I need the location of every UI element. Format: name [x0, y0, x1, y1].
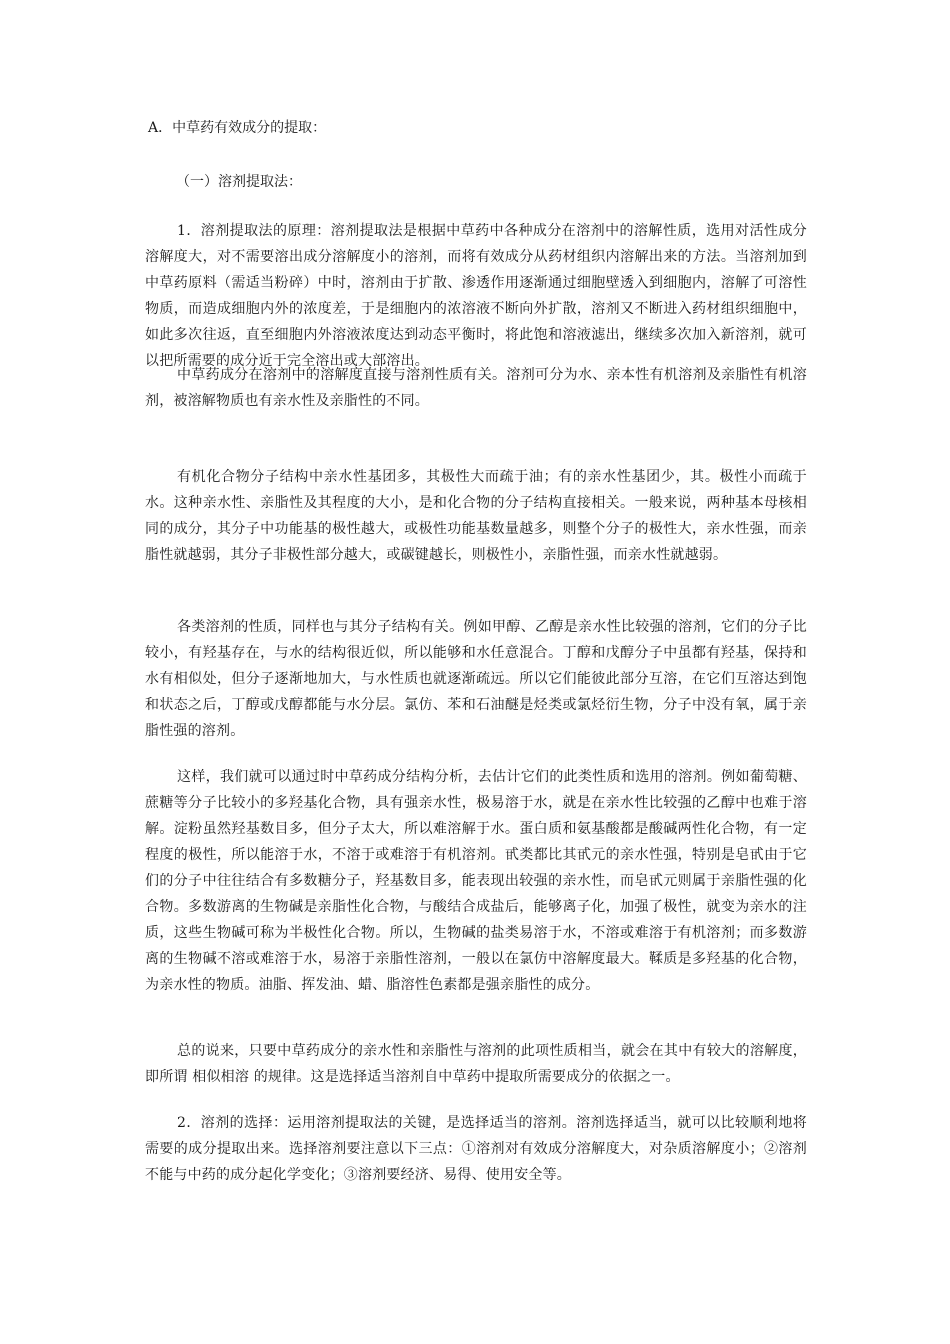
paragraph-solvent-properties: 各类溶剂的性质，同样也与其分子结构有关。例如甲醇、乙醇是亲水性比较强的溶剂，它们的分子比较小，有羟基存在，与水的结构很近似，所以能够和水任意混合。丁醇和戊醇分子中虽都有羟基，保持和水有相似处，但分子逐渐地加大，与水性质也就逐渐疏远。所以它们能彼此部分互溶，在它们互溶达到饱和状态之后，丁醇或戊醇都能与水分层。氯仿、苯和石油醚是烃类或氯烃衍生物，分子中没有氧，属于亲脂性强的溶剂。 [145, 619, 807, 739]
paragraph-solvent-selection: 2．溶剂的选择：运用溶剂提取法的关键，是选择适当的溶剂。溶剂选择适当，就可以比较顺利地将需要的成分提取出来。选择溶剂要注意以下三点：①溶剂对有效成分溶解度大，对杂质溶解度小；②溶剂不能与中药的成分起化学变化；③溶剂要经济、易得、使用安全等。 [145, 1115, 807, 1183]
paragraph-solubility-solvent: 中草药成分在溶剂中的溶解度直接与溶剂性质有关。溶剂可分为水、亲本性有机溶剂及亲脂性有机溶剂，被溶解物质也有亲水性及亲脂性的不同。 [145, 367, 807, 409]
paragraph-extraction-principle: 1．溶剂提取法的原理：溶剂提取法是根据中草药中各种成分在溶剂中的溶解性质，选用对活性成分溶解度大，对不需要溶出成分溶解度小的溶剂，而将有效成分从药材组织内溶解出来的方法。当溶剂加到中草药原料（需适当粉碎）中时，溶剂由于扩散、渗透作用逐渐通过细胞壁透入到细胞内，溶解了可溶性物质，而造成细胞内外的浓度差，于是细胞内的浓溶液不断向外扩散，溶剂又不断进入药材组织细胞中，如此多次往返，直至细胞内外溶液浓度达到动态平衡时，将此饱和溶液滤出，继续多次加入新溶剂，就可以把所需要的成分近于完全溶出或大部溶出。 [145, 223, 807, 369]
paragraph-hydrophilic-lipophilic: 有机化合物分子结构中亲水性基团多，其极性大而疏于油；有的亲水性基团少，其。极性小而疏于水。这种亲水性、亲脂性及其程度的大小，是和化合物的分子结构直接相关。一般来说，两种基本母核相同的成分，其分子中功能基的极性越大，或极性功能基数量越多，则整个分子的极性大，亲水性强，而亲脂性就越弱，其分子非极性部分越大，或碳键越长，则极性小，亲脂性强，而亲水性就越弱。 [145, 469, 807, 563]
paragraph-structure-analysis: 这样，我们就可以通过时中草药成分结构分析，去估计它们的此类性质和选用的溶剂。例如葡萄糖、蔗糖等分子比较小的多羟基化合物，具有强亲水性，极易溶于水，就是在亲水性比较强的乙醇中也难于溶解。淀粉虽然羟基数目多，但分子太大，所以难溶解于水。蛋白质和氨基酸都是酸碱两性化合物，有一定程度的极性，所以能溶于水，不溶于或难溶于有机溶剂。甙类都比其甙元的亲水性强，特别是皂甙由于它们的分子中往往结合有多数糖分子，羟基数目多，能表现出较强的亲水性，而皂甙元则属于亲脂性强的化合物。多数游离的生物碱是亲脂性化合物，与酸结合成盐后，能够离子化，加强了极性，就变为亲水的注质，这些生物碱可称为半极性化合物。所以，生物碱的盐类易溶于水，不溶或难溶于有机溶剂；而多数游离的生物碱不溶或难溶于水，易溶于亲脂性溶剂，一般以在氯仿中溶解度最大。鞣质是多羟基的化合物，为亲水性的物质。油脂、挥发油、蜡、脂溶性色素都是强亲脂性的成分。 [145, 769, 807, 993]
section-heading-a: A．中草药有效成分的提取： [148, 120, 327, 136]
subsection-heading-solvent-extraction: （一）溶剂提取法： [176, 174, 302, 190]
paragraph-like-dissolves-like: 总的说来，只要中草药成分的亲水性和亲脂性与溶剂的此项性质相当，就会在其中有较大的溶解度，即所谓 相似相溶 的规律。这是选择适当溶剂自中草药中提取所需要成分的依据之一。 [145, 1043, 807, 1085]
